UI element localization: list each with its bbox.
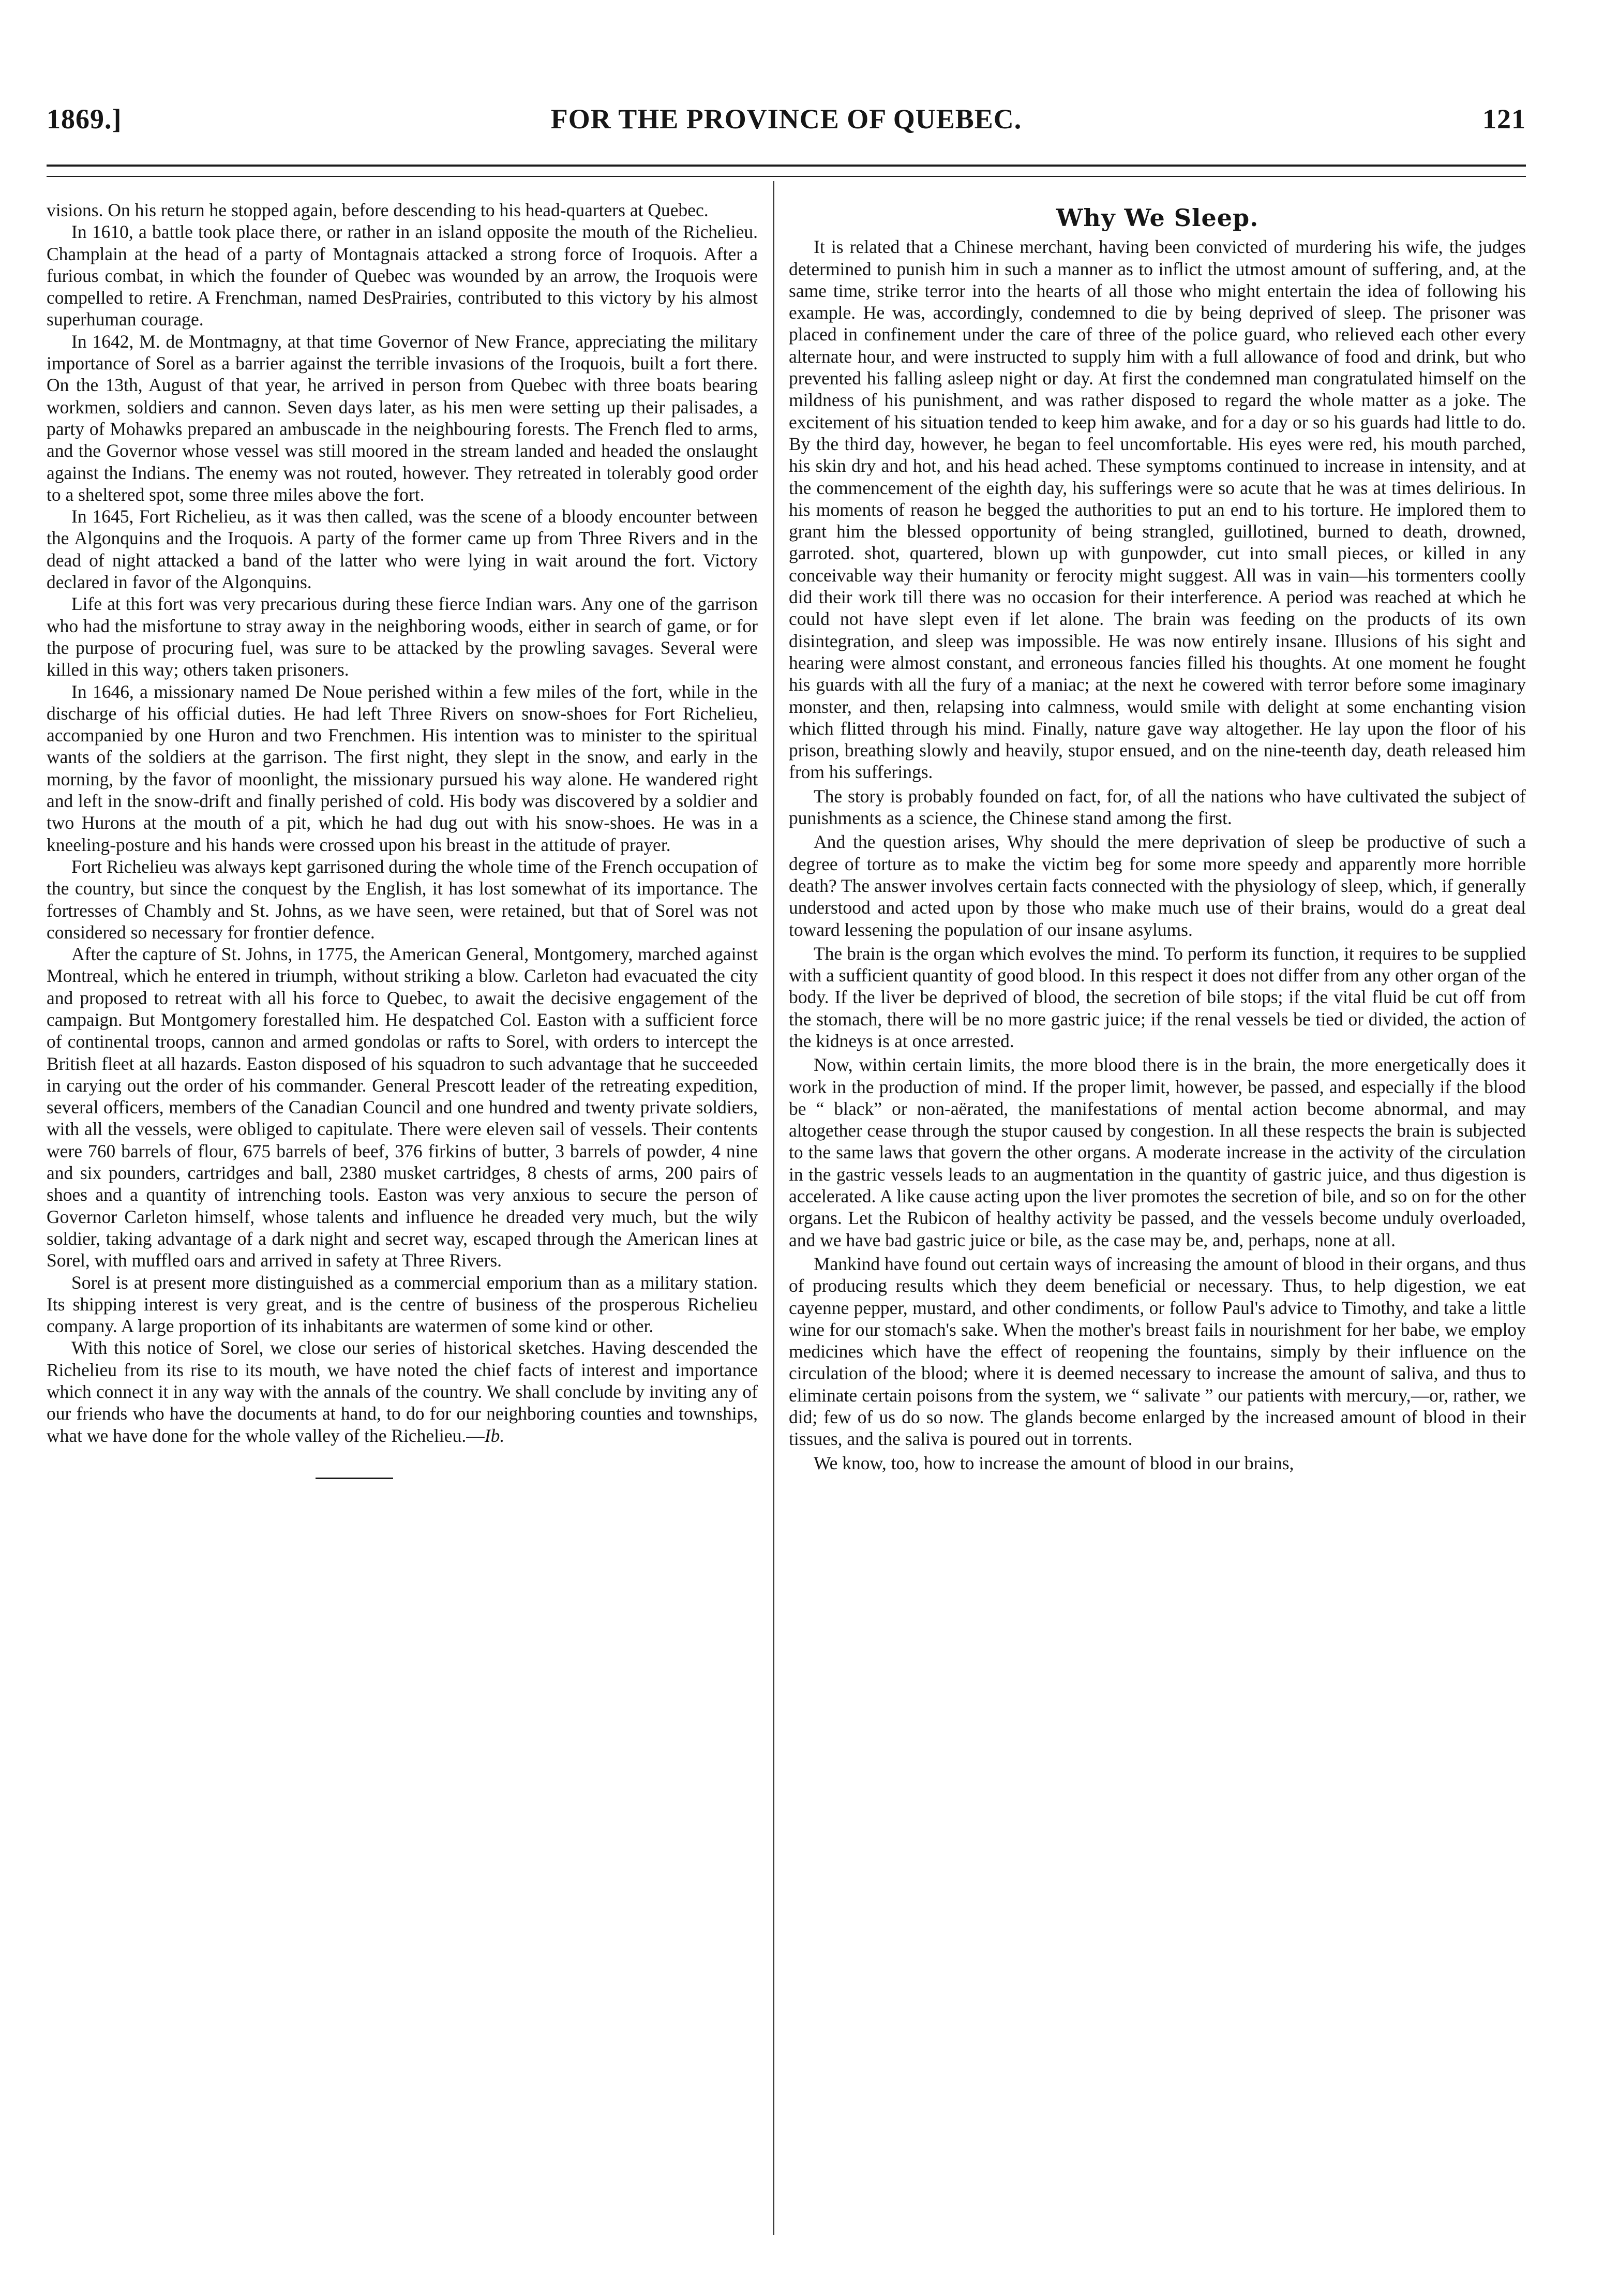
source-signature: Ib. xyxy=(484,1425,505,1446)
paragraph: In 1642, M. de Montmagny, at that time Governor of New France, appreciating the military importance of Sorel as a barrier against the terrible invasions of the Iroquois, built a fort there. On the 13th, August of that year, he arrived in person from Quebec with three boats bearing workmen, soldiers and cannon. Seven days later, as his men were setting up their palisades, a party of Mohawks prepared an ambuscade in the neighbouring forests. The French fled to arms, and the Governor whose vessel was still moored in the stream landed and headed the onslaught against the Indians. The enemy was not routed, however. They retreated in tolerably good order to a sheltered spot, some three miles above the fort. xyxy=(47,331,758,505)
right-column xyxy=(789,204,1526,1476)
header-rule-thick xyxy=(47,165,1526,167)
header-title: FOR THE PROVINCE OF QUEBEC. xyxy=(550,103,1022,135)
journal-page xyxy=(47,0,1526,2296)
column-divider xyxy=(773,181,774,2235)
left-column xyxy=(47,199,758,1479)
paragraph: Fort Richelieu was always kept garrisoned during the whole time of the French occupation of the country, but since the conquest by the English, it has lost somewhat of its importance. The fortresses of Chambly and St. Johns, as we have seen, were retained, but that of Sorel was not considered so necessary for frontier defence. xyxy=(47,856,758,943)
closing-paragraph-text: With this notice of Sorel, we close our series of historical sketches. Having descended the Richelieu from its rise to its mouth, we have noted the chief facts of interest and importance which connect it in any way with the annals of the country. We shall conclude by inviting any of our friends who have the documents at hand, to do for our neighboring counties and townships, what we have done for the whole valley of the Richelieu.— xyxy=(47,1337,758,1446)
article-end-rule xyxy=(316,1478,393,1479)
paragraph: In 1646, a missionary named De Noue perished within a few miles of the fort, while in the discharge of his official duties. He had left Three Rivers on snow-shoes for Fort Richelieu, accompanied by one Huron and two Frenchmen. His intention was to minister to the spiritual wants of the soldiers at the garrison. The first night, they slept in the snow, and early in the morning, by the favor of moonlight, the missionary pursued his way alone. He wandered right and left in the snow-drift and finally perished of cold. His body was discovered by a soldier and two Hurons at the mouth of a pit, which he had dug out with his snow-shoes. He was in a kneeling-posture and his hands were crossed upon his breast in the attitude of prayer. xyxy=(47,681,758,855)
header-rule-thin xyxy=(47,176,1526,177)
paragraph: It is related that a Chinese merchant, having been convicted of murdering his wife, the judges determined to punish him in such a manner as to inflict the utmost amount of suffering, and, at the same time, strike terror into the hearts of all those who might entertain the idea of following his example. He was, accordingly, condemned to die by being deprived of sleep. The prisoner was placed in confinement under the care of three of the police guard, who relieved each other every alternate hour, and were instructed to supply him with a full allowance of food and drink, but who prevented his falling asleep night or day. At first the condemned man congratulated himself on the mildness of his punishment, and was rather disposed to regard the whole matter as a joke. The excitement of his situation tended to keep him awake, and for a day or so his guards had little to do. By the third day, however, he began to feel uncomfortable. His eyes were red, his mouth parched, his skin dry and hot, and his head ached. These symptoms continued to increase in intensity, and at the commencement of the eighth day, his sufferings were so acute that he was at times delirious. In his moments of reason he begged the authorities to put an end to his torture. He implored them to grant him the blessed opportunity of being strangled, guillotined, burned to death, drowned, garroted. shot, quartered, blown up with gunpowder, cut into small pieces, or killed in any conceivable way their humanity or ferocity might suggest. All was in vain—his tormenters coolly did their work till there was no occasion for their interference. A period was reached at which he could not have slept even if let alone. The brain was feeding on the products of its own disintegration, and sleep was impossible. He was now entirely insane. Illusions of his sight and hearing were almost constant, and erroneous fancies filled his thoughts. At one moment he fought his guards with all the fury of a maniac; at the next he cowered with terror before some imaginary monster, and then, relapsing into calmness, would smile with delight at some enchanting vision which flitted through his mind. Finally, nature gave way altogether. He lay upon the floor of his prison, breathing slowly and heavily, stupor ensued, and on the nine-teenth day, death released him from his sufferings. xyxy=(789,236,1526,783)
paragraph: We know, too, how to increase the amount of blood in our brains, xyxy=(814,1452,1294,1473)
page-number: 121 xyxy=(1482,103,1526,135)
header-date: 1869.] xyxy=(47,103,122,135)
paragraph: The brain is the organ which evolves the mind. To perform its function, it requires to be supplied with a sufficient quantity of good blood. In this respect it does not differ from any other organ of the body. If the liver be deprived of blood, the secretion of bile stops; if the vital fluid be cut off from the stomach, there will be no more gastric juice; if the renal vessels be tied or divided, the action of the kidneys is at once arrested. xyxy=(789,943,1526,1051)
paragraph: The story is probably founded on fact, for, of all the nations who have cultivated the subject of punishments as a science, the Chinese stand among the first. xyxy=(789,785,1526,829)
paragraph: In 1645, Fort Richelieu, as it was then called, was the scene of a bloody encounter between the Algonquins and the Iroquois. A party of the former came up from Three Rivers and in the dead of night attacked a band of the latter who were lying in wait around the fort. Victory declared in favor of the Algonquins. xyxy=(47,506,758,593)
closing-paragraph xyxy=(47,1337,758,1446)
paragraph: In 1610, a battle took place there, or rather in an island opposite the mouth of the Richelieu. Champlain at the head of a party of Montagnais attacked a strong force of Iroquois. After a furious combat, in which the founder of Quebec was wounded by an arrow, the Iroquois were compelled to retire. A Frenchman, named DesPrairies, contributed to this victory by his almost superhuman courage. xyxy=(47,221,758,330)
paragraph: Now, within certain limits, the more blood there is in the brain, the more energetically does it work in the production of mind. If the proper limit, however, be passed, and especially if the blood be “ black” or non-aërated, the manifestations of mental action become abnormal, and may altogether cease through the stupor caused by congestion. In all these respects the brain is subjected to the same laws that govern the other organs. A moderate increase in the activity of the circulation in the gastric vessels leads to an augmentation in the quantity of gastric juice, and thus digestion is accelerated. A like cause acting upon the liver promotes the secretion of bile, and so on for the other organs. Let the Rubicon of healthy activity be passed, and the vessels become unduly overloaded, and we have bad gastric juice or bile, as the case may be, and, perhaps, none at all. xyxy=(789,1054,1526,1250)
paragraph: And the question arises, Why should the mere deprivation of sleep be productive of such a degree of torture as to make the victim beg for some more speedy and apparently more horrible death? The answer involves certain facts connected with the physiology of sleep, which, if generally understood and acted upon by those who make much use of their brains, would do a great deal toward lessening the population of our insane asylums. xyxy=(789,831,1526,940)
paragraph: Life at this fort was very precarious during these fierce Indian wars. Any one of the garrison who had the misfortune to stray away in the neighboring woods, either in search of game, or for the purpose of procuring fuel, was sure to be attacked by the prowling savages. Several were killed in this way; others taken prisoners. xyxy=(47,593,758,680)
paragraph: Sorel is at present more distinguished as a commercial emporium than as a military station. Its shipping interest is very great, and is the centre of business of the prosperous Richelieu company. A large proportion of its inhabitants are watermen of some kind or other. xyxy=(47,1272,758,1337)
article-title: Why We Sleep. xyxy=(1056,204,1259,232)
page-header xyxy=(47,93,1526,145)
paragraph: Mankind have found out certain ways of increasing the amount of blood in their organs, and thus of producing results which they deem beneficial or necessary. Thus, to help digestion, we eat cayenne pepper, mustard, and other condiments, or follow Paul's advice to Timothy, and take a little wine for our stomach's sake. When the mother's breast fails in nourishment for her babe, we employ medicines which have the effect of reopening the fountains, simply by their influence on the circulation of the blood; where it is deemed necessary to increase the amount of saliva, and thus to eliminate certain poisons from the system, we “ salivate ” our patients with mercury,—or, rather, we did; few of us do so now. The glands become enlarged by the increased amount of blood in their tissues, and the saliva is poured out in torrents. xyxy=(789,1253,1526,1450)
paragraph: After the capture of St. Johns, in 1775, the American General, Montgomery, marched against Montreal, which he entered in triumph, without striking a blow. Carleton had evacuated the city and proposed to retreat with all his force to Quebec, to await the decisive engagement of the campaign. But Montgomery forestalled him. He despatched Col. Easton with a sufficient force of continental troops, cannon and armed gondolas or rafts to Sorel, with orders to intercept the British fleet at all hazards. Easton disposed of his squadron to such advantage that he succeeded in carying out the order of his commander. General Prescott leader of the retreating expedition, several officers, members of the Canadian Council and one hundred and twenty private soldiers, with all the vessels, were obliged to capitulate. There were eleven sail of vessels. Their contents were 760 barrels of flour, 675 barrels of beef, 376 firkins of butter, 3 barrels of powder, 4 nine and six pounders, cartridges and ball, 2380 musket cartridges, 8 chests of arms, 200 pairs of shoes and a quantity of intrenching tools. Easton was very anxious to secure the person of Governor Carleton himself, whose talents and influence he dreaded very much, but the wily soldier, taking advantage of a dark night and secret way, escaped through the American lines at Sorel, with muffled oars and arrived in safety at Three Rivers. xyxy=(47,944,758,1271)
paragraph: visions. On his return he stopped again, before descending to his head-quarters at Quebec. xyxy=(47,200,709,220)
